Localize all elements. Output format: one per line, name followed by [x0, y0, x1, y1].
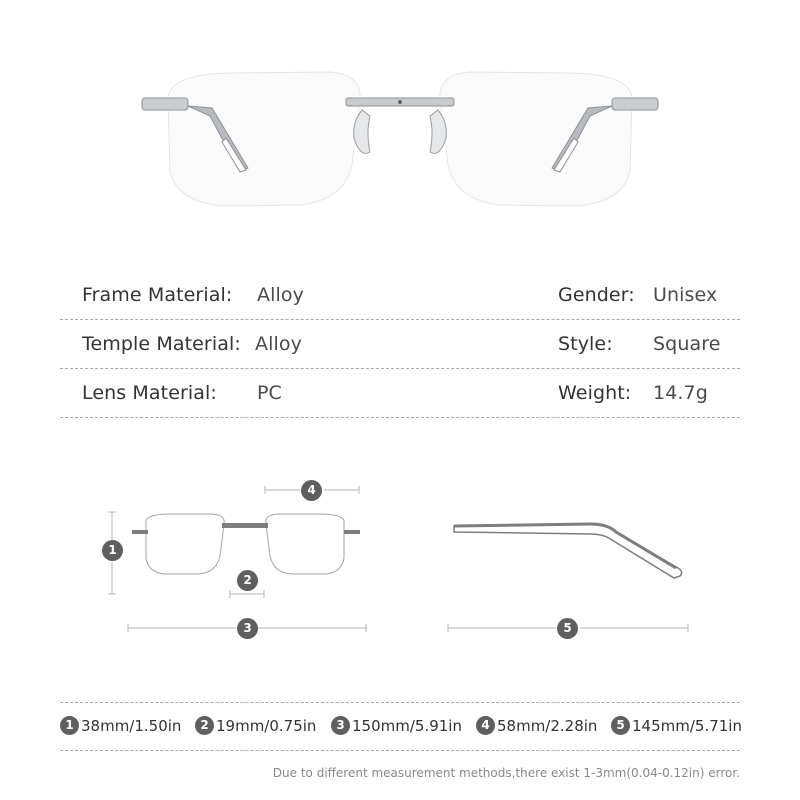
- spec-value-lens-material: PC: [257, 382, 282, 404]
- right-lens: [440, 72, 632, 206]
- diagram-right-lens: [266, 514, 344, 574]
- callout-1: 1: [102, 540, 123, 561]
- diagram-left-lens: [146, 514, 224, 574]
- glasses-photo: [130, 60, 670, 220]
- spec-label-gender: Gender:: [558, 284, 635, 306]
- measurement-value: 58mm/2.28in: [497, 716, 598, 735]
- measurement-value: 38mm/1.50in: [81, 716, 182, 735]
- divider: [60, 417, 740, 418]
- measurement-number: 1: [60, 716, 79, 735]
- measurement-2: [195, 716, 316, 735]
- spec-value-weight: 14.7g: [653, 382, 708, 404]
- measurement-number: 2: [195, 716, 214, 735]
- divider: [60, 750, 740, 751]
- measurement-3: [331, 716, 462, 735]
- spec-label-temple-material: Temple Material:: [82, 333, 241, 355]
- measurement-4: [476, 716, 597, 735]
- measurement-value: 150mm/5.91in: [352, 716, 462, 735]
- measurement-1: [60, 716, 181, 735]
- spec-value-gender: Unisex: [653, 284, 718, 306]
- spec-label-frame-material: Frame Material:: [82, 284, 233, 306]
- callout-4: 4: [301, 480, 322, 501]
- left-hinge: [142, 98, 188, 110]
- callout-3: 3: [237, 618, 258, 639]
- right-hinge: [612, 98, 658, 110]
- spec-value-frame-material: Alloy: [257, 284, 304, 306]
- divider: [60, 319, 740, 320]
- divider: [60, 702, 740, 703]
- disclaimer-text: Due to different measurement methods,there exist 1-3mm(0.04-0.12in) error.: [272, 766, 740, 780]
- divider: [60, 368, 740, 369]
- callout-2: 2: [237, 570, 258, 591]
- left-lens: [168, 72, 360, 206]
- measurement-value: 19mm/0.75in: [216, 716, 317, 735]
- spec-label-lens-material: Lens Material:: [82, 382, 217, 404]
- measurement-5: [611, 716, 742, 735]
- measurement-value: 145mm/5.71in: [632, 716, 742, 735]
- measurement-number: 5: [611, 716, 630, 735]
- measurement-number: 4: [476, 716, 495, 735]
- spec-label-weight: Weight:: [558, 382, 632, 404]
- spec-value-style: Square: [653, 333, 721, 355]
- callout-5: 5: [557, 618, 578, 639]
- measurement-number: 3: [331, 716, 350, 735]
- spec-value-temple-material: Alloy: [255, 333, 302, 355]
- spec-label-style: Style:: [558, 333, 613, 355]
